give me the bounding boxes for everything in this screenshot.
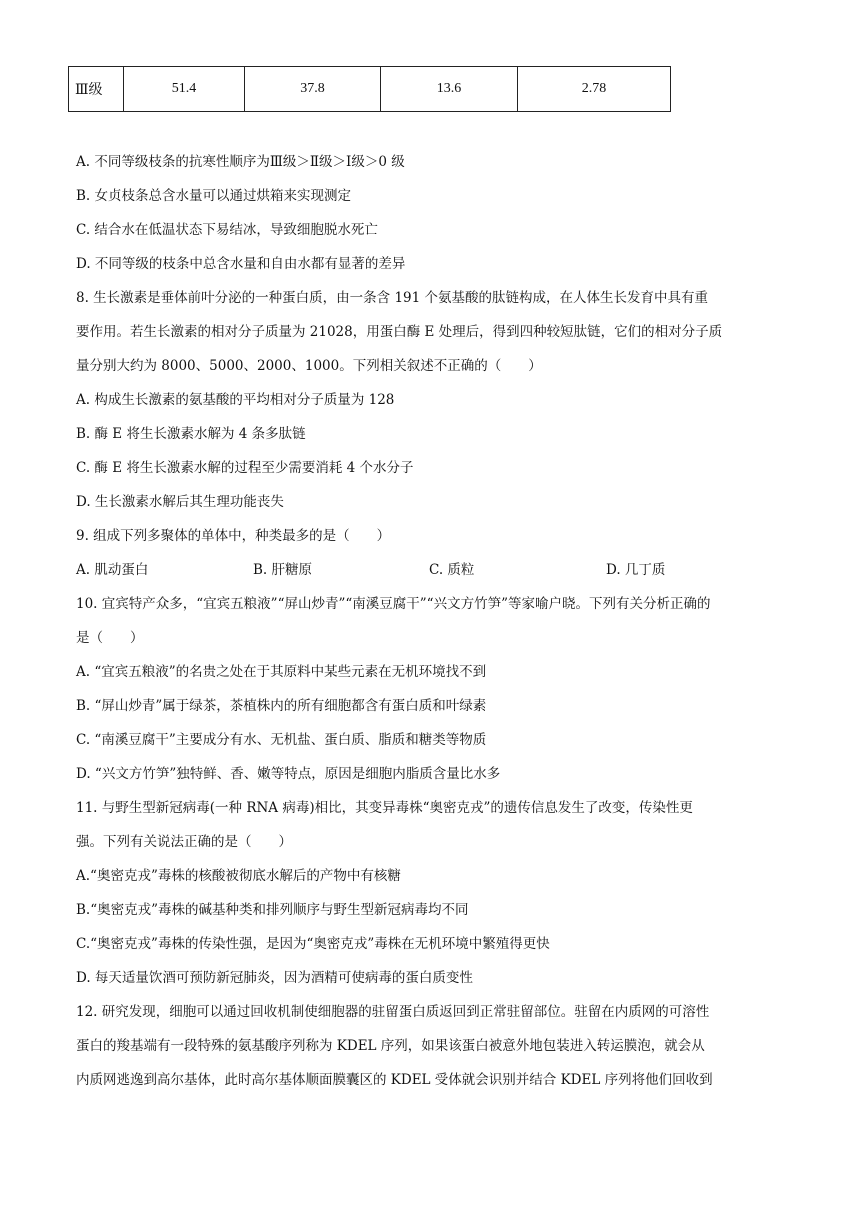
q12-stem-line-3: 内质网逃逸到高尔基体，此时高尔基体顺面膜囊区的 KDEL 受体就会识别并结合 KDEL 序列将他们回收到 <box>76 1072 713 1088</box>
q12-stem-line-1: 12. 研究发现，细胞可以通过回收机制使细胞器的驻留蛋白质返回到正常驻留部位。驻留在内质网的可溶性 <box>76 1004 710 1020</box>
q10-option-c: C. “南溪豆腐干”主要成分有水、无机盐、蛋白质、脂质和糖类等物质 <box>76 732 487 748</box>
q7-option-d: D. 不同等级的枝条中总含水量和自由水都有显著的差异 <box>76 256 406 272</box>
q11-option-c: C.“奥密克戎”毒株的传染性强，是因为“奥密克戎”毒株在无机环境中繁殖得更快 <box>76 936 550 952</box>
q8-option-b: B. 酶 E 将生长激素水解为 4 条多肽链 <box>76 426 306 442</box>
q9-option-a: A. 肌动蛋白 <box>76 562 149 578</box>
q7-option-a: A. 不同等级枝条的抗寒性顺序为Ⅲ级＞Ⅱ级＞Ⅰ级＞0 级 <box>76 154 405 170</box>
q10-option-a: A. “宜宾五粮液”的名贵之处在于其原料中某些元素在无机环境找不到 <box>76 664 487 680</box>
q10-option-b: B. “屏山炒青”属于绿茶，茶植株内的所有细胞都含有蛋白质和叶绿素 <box>76 698 487 714</box>
q8-stem-line-1: 8. 生长激素是垂体前叶分泌的一种蛋白质，由一条含 191 个氨基酸的肽链构成，在人体生长发育中具有重 <box>76 290 709 306</box>
q7-option-c: C. 结合水在低温状态下易结冰，导致细胞脱水死亡 <box>76 222 378 238</box>
q8-stem-line-2: 要作用。若生长激素的相对分子质量为 21028，用蛋白酶 E 处理后，得到四种较短肽链，它们的相对分子质 <box>76 324 723 340</box>
table-cell: 2.78 <box>518 67 671 112</box>
q8-option-a: A. 构成生长激素的氨基酸的平均相对分子质量为 128 <box>76 392 395 408</box>
table-cell: 13.6 <box>381 67 518 112</box>
q10-stem-line-2: 是（ ） <box>76 630 144 646</box>
q11-stem-line-2: 强。下列有关说法正确的是（ ） <box>76 834 292 850</box>
q11-option-b: B.“奥密克戎”毒株的碱基种类和排列顺序与野生型新冠病毒均不同 <box>76 902 469 918</box>
q10-stem-line-1: 10. 宜宾特产众多，“宜宾五粮液”“屏山炒青”“南溪豆腐干”“兴文方竹笋”等家喻户晓。下列有关分析正确的 <box>76 596 711 612</box>
q12-stem-line-2: 蛋白的羧基端有一段特殊的氨基酸序列称为 KDEL 序列，如果该蛋白被意外地包装进入转运膜泡，就会从 <box>76 1038 705 1054</box>
q7-option-b: B. 女贞枝条总含水量可以通过烘箱来实现测定 <box>76 188 352 204</box>
q8-stem-line-3: 量分别大约为 8000、5000、2000、1000。下列相关叙述不正确的（ ） <box>76 358 542 374</box>
q11-stem-line-1: 11. 与野生型新冠病毒(一种 RNA 病毒)相比，其变异毒株“奥密克戎”的遗传信息发生了改变，传染性更 <box>76 800 693 816</box>
q8-option-c: C. 酶 E 将生长激素水解的过程至少需要消耗 4 个水分子 <box>76 460 414 476</box>
table-cell: 37.8 <box>245 67 381 112</box>
q9-option-b: B. 肝糖原 <box>253 562 313 578</box>
table-row <box>69 67 671 112</box>
q9-stem: 9. 组成下列多聚体的单体中，种类最多的是（ ） <box>76 528 391 544</box>
grade-table <box>68 66 671 112</box>
q10-option-d: D. “兴文方竹笋”独特鲜、香、嫩等特点，原因是细胞内脂质含量比水多 <box>76 766 501 782</box>
q9-option-d: D. 几丁质 <box>606 562 666 578</box>
table-cell: 51.4 <box>124 67 245 112</box>
table-cell-grade: Ⅲ级 <box>69 67 124 112</box>
q11-option-d: D. 每天适量饮酒可预防新冠肺炎，因为酒精可使病毒的蛋白质变性 <box>76 970 473 986</box>
q9-option-c: C. 质粒 <box>429 562 475 578</box>
q11-option-a: A.“奥密克戎”毒株的核酸被彻底水解后的产物中有核糖 <box>76 868 401 884</box>
q8-option-d: D. 生长激素水解后其生理功能丧失 <box>76 494 284 510</box>
